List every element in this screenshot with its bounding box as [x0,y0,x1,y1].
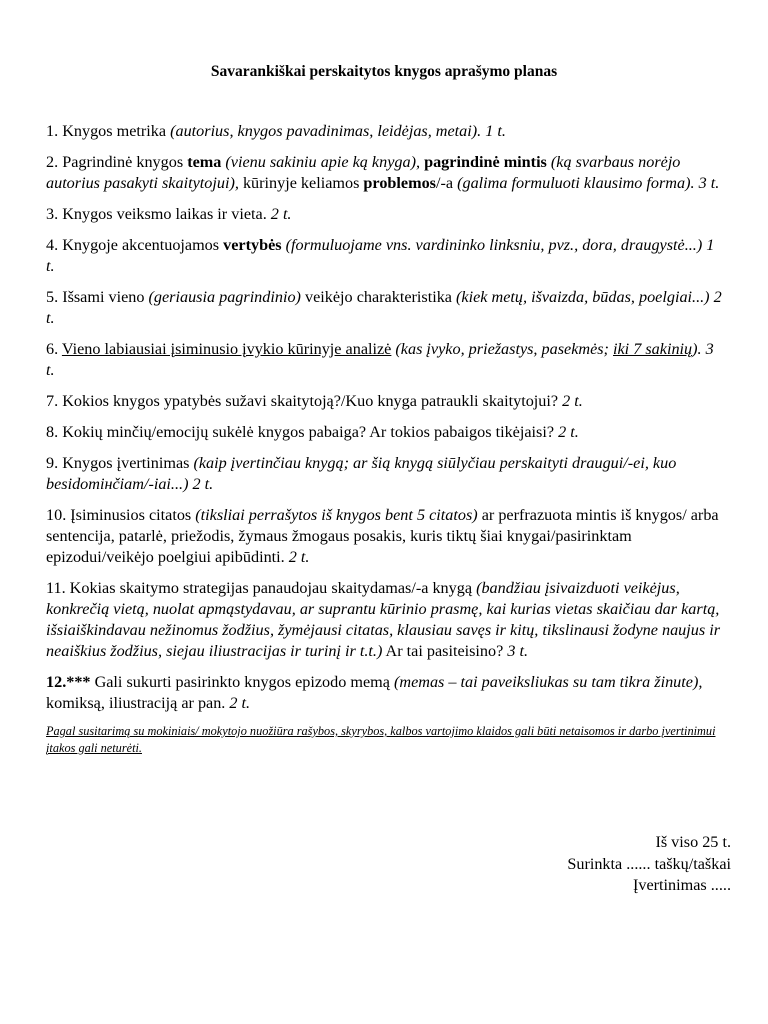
plan-item-10 [46,505,726,568]
item-points: 2 t. [229,694,251,712]
item-keyword: Vieno labiausiai įsiminusio įvykio kūrinyje analizė [61,340,392,358]
item-keyword: problemos [363,174,436,192]
document-title: Savarankiškai perskaitytos knygos aprašymo planas [210,63,558,80]
item-hint: (bandžiau įsivaizduoti veikėjus, konkrečią vietą, nuolat apmąstydavau, ar suprantu kūrinio prasmę, kai kurias vietas skaičiau dar kartą, išsiaiškindavau nežinomus žodžius, žymėjausi citatas, klausiau savęs ir kitų, tikslinausi žodyne naujus ir neaiškius žodžius, siejau iliustracijas ir turinį ir t.t.) [46,579,721,660]
plan-item-4 [46,235,726,277]
item-points: 2 t. [562,392,583,410]
plan-list [46,121,726,768]
item-points: 3 t. [507,642,529,660]
grade-line: Įvertinimas ..... [632,876,731,894]
item-text: 5. Išsami vieno [46,288,149,306]
item-hint: (kiek metų, išvaizda, būdas, poelgiai...) 2 t. [46,288,722,327]
item-hint: (kas įvyko, priežastys, pasekmės; [391,340,613,358]
total-points: Iš viso 25 t. [655,833,731,851]
plan-item-2 [46,152,726,194]
item-text: 11. Kokias skaitymo strategijas panaudojau skaitydamas/-a knygą [46,579,477,597]
item-text: Ar tai pasiteisino? [382,642,508,660]
item-text: 10. Įsiminusios citatos [46,506,196,524]
item-points: 2 t. [288,548,310,566]
item-points: ). 3 t. [46,340,714,379]
item-hint: (vienu sakiniu apie ką knyga), [221,153,425,171]
item-hint-underlined: iki 7 sakinių [613,340,693,358]
plan-item-8 [46,422,726,443]
item-text: 8. Kokių minčių/emocijų sukėlė knygos pabaiga? Ar tokios pabaigos tikėjaisi? [46,423,559,441]
plan-item-9 [46,453,726,495]
item-hint: (autorius, knygos pavadinimas, leidėjas, metai). 1 t. [170,122,506,140]
item-hint: (ką svarbaus norėjo autorius pasakyti skaitytojui), [46,153,681,192]
item-text: 4. Knygoje akcentuojamos [46,236,224,254]
item-text: 1. Knygos metrika [46,122,171,140]
collected-points: Surinkta ...... taškų/taškai [567,854,731,873]
item-text: 7. Kokios knygos ypatybės sužavi skaitytoją?/Kuo knyga patraukli skaitytojui? [46,392,563,410]
plan-item-6 [46,339,726,381]
item-points: 2 t. [270,205,292,223]
item-text: /-a [435,174,458,192]
plan-item-7 [46,391,726,412]
item-hint: (kaip įvertinčiau knygą; ar šią knygą siūlyčiau perskaityti draugui/-ei, kuo besidomінčiam/-iai...) 2 t. [46,454,677,493]
item-text: kūrinyje keliamos [238,174,364,192]
item-text: 2. Pagrindinė knygos [46,153,188,171]
item-points: 2 t. [558,423,579,441]
item-number: 12.*** [46,673,91,691]
item-hint: (memas – tai paveiksliukas su tam tikra žinute), [393,673,703,691]
item-hint: (galima formuluoti klausimo forma). 3 t. [457,174,720,192]
plan-item-1 [46,121,726,142]
item-text: Gali sukurti pasirinkto knygos epizodo memą [90,673,394,691]
item-hint: (tiksliai perrašytos iš knygos bent 5 citatos) [195,506,478,524]
item-text: 9. Knygos įvertinimas [46,454,194,472]
item-text: 3. Knygos veiksmo laikas ir vieta. [46,205,271,223]
plan-item-3 [46,204,726,225]
item-hint: (geriausia pagrindinio) [148,288,301,306]
item-text: ar perfrazuota mintis iš knygos/ arba sentencija, patarlė, priežodis, žymaus žmogaus posakis, kuris tiktų šiai knygai/pasirinktam epizodui/veikėjo poelgiui apibūdinti. [46,506,719,566]
item-text: veikėjo charakteristika [300,288,457,306]
item-keyword: pagrindinė mintis [424,153,547,171]
item-text: 6. [46,340,62,358]
item-hint: (formuluojame vns. vardininko linksniu, pvz., dora, draugystė...) 1 t. [46,236,715,275]
score-summary [567,832,731,897]
item-keyword: vertybės [223,236,282,254]
plan-item-11 [46,578,726,662]
plan-item-5 [46,287,726,329]
grading-note: Pagal susitarimą su mokiniais/ mokytojo nuožiūra rašybos, skyrybos, kalbos vartojimo klaidos gali būti netaisomos ir darbo įvertinimui įtakos gali neturėti. [46,724,716,755]
item-keyword: tema [187,153,222,171]
plan-item-12 [46,672,726,714]
item-text: komiksą, iliustraciją ar pan. [46,694,230,712]
